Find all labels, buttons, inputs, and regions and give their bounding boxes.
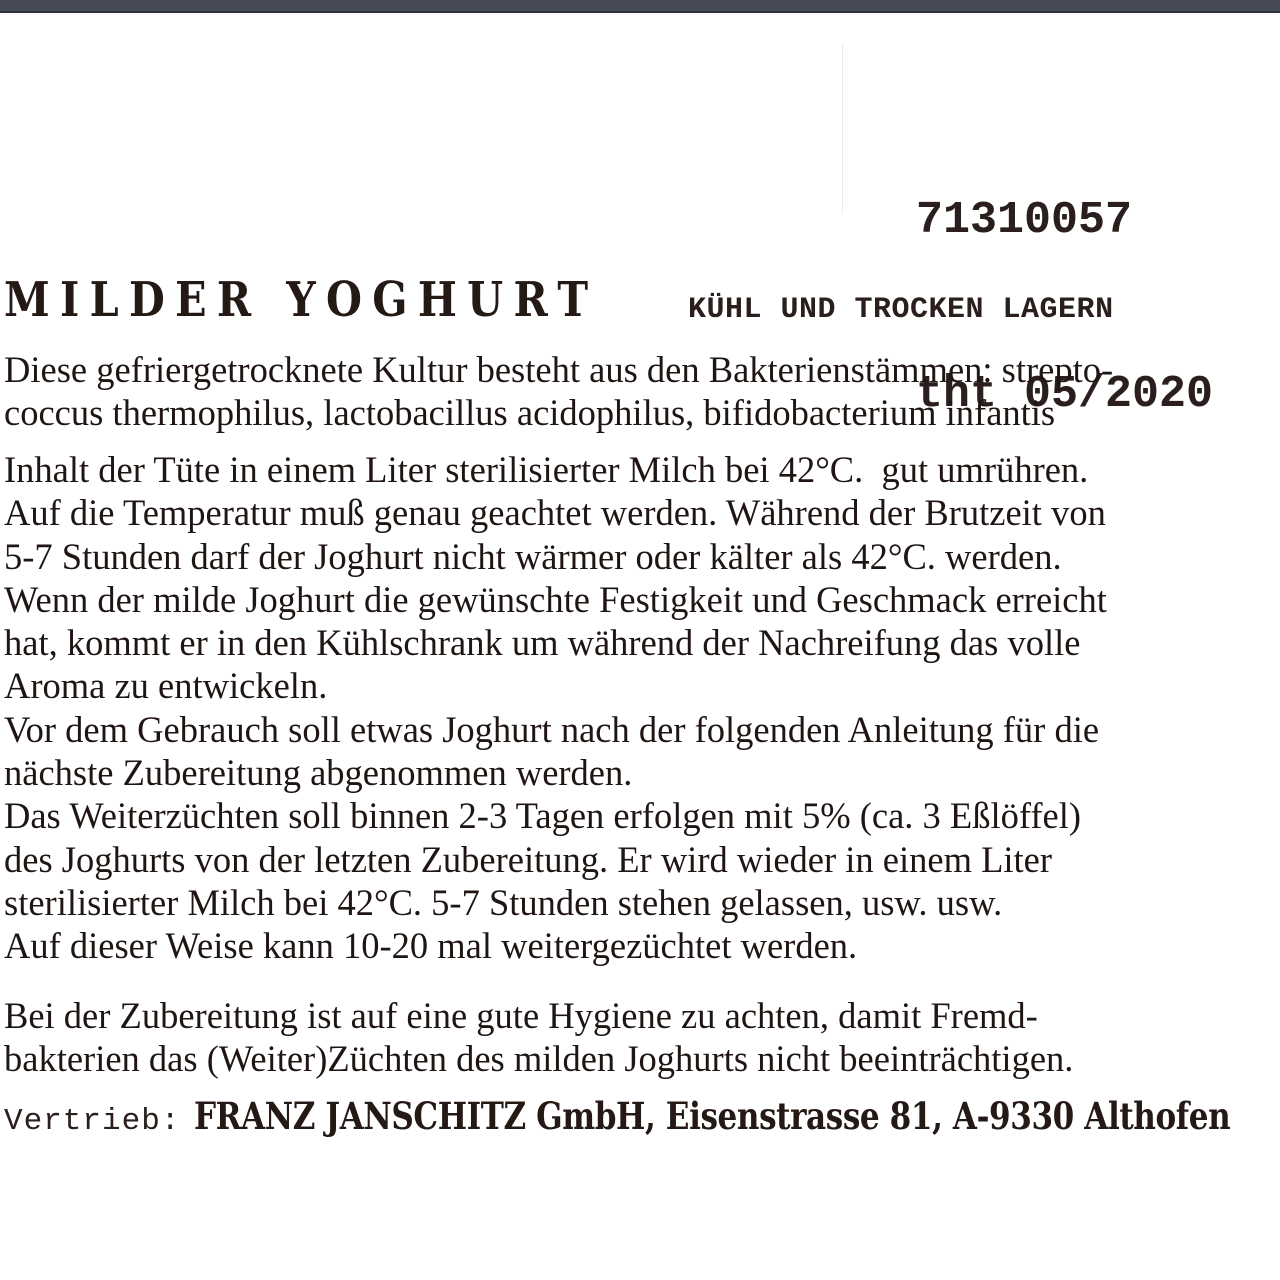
text-line: sterilisierter Milch bei 42°C. 5-7 Stunden stehen gelassen, usw. usw. (4, 881, 1003, 923)
text-line: Auf die Temperatur muß genau geachtet werden. Während der Brutzeit von (4, 492, 1106, 534)
storage-note: KÜHL UND TROCKEN LAGERN (688, 293, 1114, 327)
best-before-date: tht 05/2020 (916, 369, 1214, 420)
instructions-paragraph (4, 448, 1280, 968)
text-line: hat, kommt er in den Kühlschrank um während der Nachreifung das volle (4, 622, 1081, 664)
text-line: 5-7 Stunden darf der Joghurt nicht wärmer oder kälter als 42°C. werden. (4, 535, 1062, 577)
text-line: Auf dieser Weise kann 10-20 mal weitergezüchtet werden. (4, 925, 858, 967)
text-line: nächste Zubereitung abgenommen werden. (4, 752, 633, 794)
text-line: bakterien das (Weiter)Züchten des milden Joghurts nicht beeinträchtigen. (4, 1038, 1074, 1080)
batch-code: 71310057 (916, 195, 1133, 246)
text-line: Diese gefriergetrocknete Kultur besteht aus den Bakterienstämmen: strepto- (4, 349, 1114, 390)
top-bar (0, 0, 1280, 13)
text-line: Das Weiterzüchten soll binnen 2-3 Tagen erfolgen mit 5% (ca. 3 Eßlöffel) (4, 795, 1081, 837)
hygiene-paragraph (4, 994, 1280, 1081)
text-line: des Joghurts von der letzten Zubereitung. Er wird wieder in einem Liter (4, 838, 1053, 880)
text-line: Aroma zu entwickeln. (4, 665, 328, 707)
distributor-footer (4, 1094, 1280, 1139)
text-line: Inhalt der Tüte in einem Liter sterilisierter Milch bei 42°C. gut umrühren. (4, 449, 1089, 490)
text-line: coccus thermophilus, lactobacillus acidophilus, bifidobacterium infantis (4, 392, 1056, 434)
text-line: Vor dem Gebrauch soll etwas Joghurt nach der folgenden Anleitung für die (4, 708, 1100, 750)
distributor-company: FRANZ JANSCHITZ GmbH, Eisenstrasse 81, A-9330 Althofen (194, 1094, 1231, 1138)
divider-line (842, 44, 843, 214)
text-line: Wenn der milde Joghurt die gewünschte Festigkeit und Geschmack erreicht (4, 578, 1107, 620)
text-line: Bei der Zubereitung ist auf eine gute Hygiene zu achten, damit Fremd- (4, 995, 1038, 1036)
product-title: MILDER YOGHURT (4, 272, 599, 328)
cultures-paragraph (4, 348, 1280, 435)
distributor-label: Vertrieb: (4, 1104, 181, 1139)
